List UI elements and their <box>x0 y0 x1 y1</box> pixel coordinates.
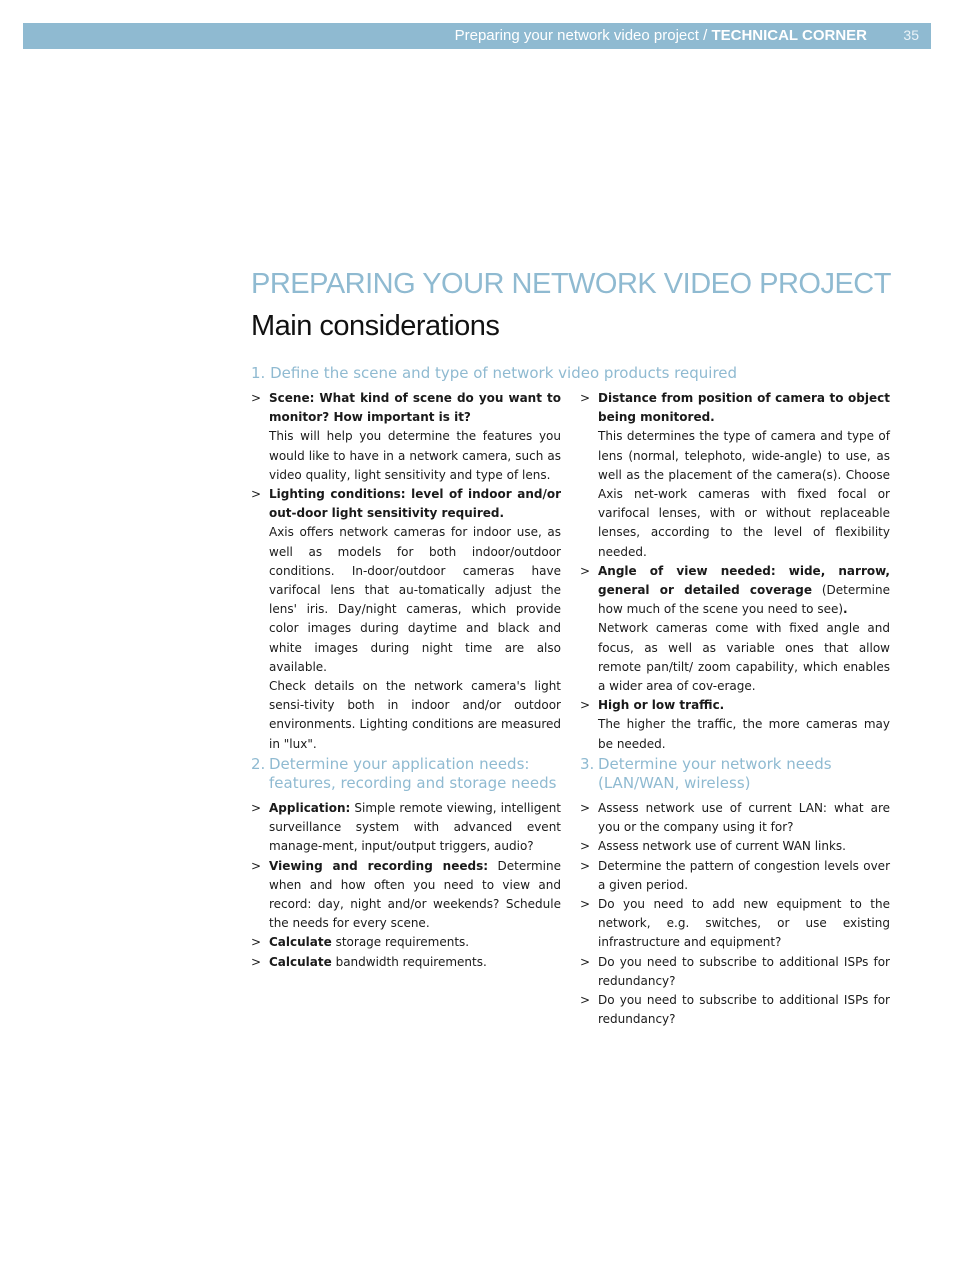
section-2-heading <box>251 755 561 793</box>
item-body: Simple remote viewing, intelligent surveillance system with advanced event manage-ment, input/output triggers, audio? <box>269 801 561 854</box>
list-item: > Do you need to subscribe to additional ISPs for redundancy? <box>580 991 890 1029</box>
section-3-list <box>580 799 890 1029</box>
list-item: > Assess network use of current LAN: what are you or the company using it for? <box>580 799 890 837</box>
item-body: This determines the type of camera and type of lens (normal, telephoto, wide-angle) to use, as well as the placement of the camera(s). Choose Axis net-work cameras with fixed focal or varifocal lenses, with or without replaceable lenses, according to the level of flexibility needed. <box>598 429 890 559</box>
page-title: PREPARING YOUR NETWORK VIDEO PROJECT <box>251 268 891 300</box>
list-item <box>251 799 561 857</box>
item-title: Angle of view needed: wide, narrow, general or detailed coverage <box>598 563 890 598</box>
list-item <box>251 857 561 934</box>
item-body: Network cameras come with fixed angle and focus, as well as variable ones that allow remote pan/tilt/ zoom capability, which enables a wider area of cov-erage. <box>598 621 890 694</box>
page-subtitle: Main considerations <box>251 310 500 342</box>
list-item <box>251 485 561 754</box>
item-title: Calculate <box>269 954 332 969</box>
header-section: Preparing your network video project / <box>454 27 708 44</box>
item-end: . <box>843 602 848 617</box>
item-title: High or low traffic. <box>598 698 725 713</box>
list-item: > Assess network use of current WAN links. <box>580 837 890 856</box>
list-item <box>251 933 561 952</box>
list-item: > Do you need to subscribe to additional ISPs for redundancy? <box>580 953 890 991</box>
section-2-heading-line2: features, recording and storage needs <box>269 774 557 792</box>
item-title: Lighting conditions: level of indoor and/or out-door light sensitivity required. <box>269 487 561 521</box>
item-body: Determine when and how often you need to view and record: day, night and/or weekends? Schedule the needs for every scene. <box>269 858 561 931</box>
section-3-heading-line1: Determine your network needs <box>598 755 832 773</box>
item-body: bandwidth requirements. <box>331 954 487 969</box>
section-2-number: 2. <box>251 755 266 773</box>
section-1-heading: 1. Define the scene and type of network video products required <box>251 364 738 382</box>
list-item: > Do you need to add new equipment to the network, e.g. switches, or use existing infrastructure and equipment? <box>580 895 890 953</box>
item-body: This will help you determine the features you would like to have in a network camera, such as video quality, light sensitivity and type of lens. <box>269 429 561 482</box>
list-item <box>580 562 890 696</box>
item-body: Axis offers network cameras for indoor use, as well as models for both indoor/outdoor conditions. In-door/outdoor cameras have varifocal lens that au-tomatically adjust the lens' iris. Day/night cameras, which provide color images during daytime and black and white images during night time are also available. <box>269 525 561 674</box>
section-1-left-column <box>251 389 561 754</box>
item-title: Distance from position of camera to object being monitored. <box>598 391 890 425</box>
section-2-heading-line1: Determine your application needs: <box>269 755 530 773</box>
running-header <box>455 27 867 44</box>
list-item <box>251 953 561 972</box>
item-body: The higher the traffic, the more cameras may be needed. <box>598 717 890 751</box>
section-1-right-column <box>580 389 890 754</box>
section-3-number: 3. <box>580 755 595 773</box>
item-inline-text: (Determine how much of the scene you need to see) <box>598 583 890 617</box>
item-body: Check details on the network camera's light sensi-tivity both in indoor and/or outdoor environments. Lighting conditions are measured in "lux". <box>269 679 561 751</box>
section-2-list <box>251 799 561 972</box>
item-title: Viewing and recording needs: <box>269 858 489 873</box>
section-3-heading <box>580 755 890 793</box>
section-3-heading-line2: (LAN/WAN, wireless) <box>598 774 751 792</box>
item-title: Calculate <box>269 935 332 950</box>
list-item <box>251 389 561 485</box>
item-body: storage requirements. <box>331 935 470 950</box>
page-number: 35 <box>903 27 919 43</box>
item-title: Scene: What kind of scene do you want to monitor? How important is it? <box>269 391 561 425</box>
header-bar <box>23 23 931 49</box>
header-chapter: TECHNICAL CORNER <box>711 27 867 44</box>
list-item <box>580 389 890 562</box>
list-item: > Determine the pattern of congestion levels over a given period. <box>580 857 890 895</box>
item-title: Application: <box>269 801 351 815</box>
list-item <box>580 696 890 754</box>
